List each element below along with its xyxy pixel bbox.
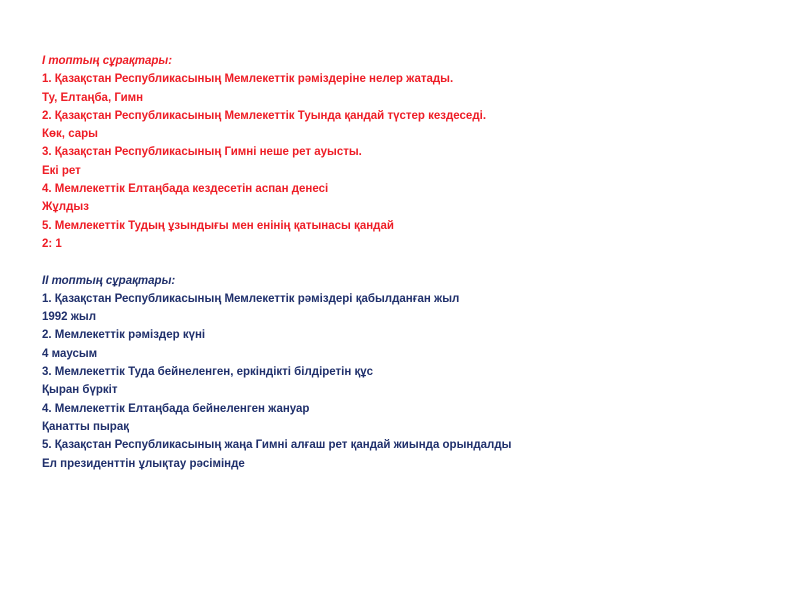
slide-content bbox=[42, 52, 762, 473]
group-2-question-2: 2. Мемлекеттік рәміздер күні bbox=[42, 329, 206, 342]
group-1-heading: I топтың сұрақтары: bbox=[42, 55, 173, 67]
group-2-question-5: 5. Қазақстан Республикасының жаңа Гимні алғаш рет қандай жиында орындалды bbox=[42, 439, 512, 452]
group-2-questions bbox=[42, 272, 762, 473]
group-1-question-1: 1. Қазақстан Республикасының Мемлекеттік рәміздеріне нелер жатады. bbox=[42, 73, 454, 86]
group-2-answer-4: Қанатты пырақ bbox=[42, 420, 129, 433]
group-1-question-5: 5. Мемлекеттік Тудың ұзындығы мен енінің қатынасы қандай bbox=[42, 219, 394, 232]
group-2-answer-5: Ел президенттін ұлықтау рәсімінде bbox=[42, 457, 245, 470]
group-2-answer-3: Қыран бүркіт bbox=[42, 384, 118, 397]
group-2-question-3: 3. Мемлекеттік Туда бейнеленген, еркіндікті білдіретін құс bbox=[42, 366, 374, 379]
group-2-answer-1: 1992 жыл bbox=[42, 311, 97, 324]
group-1-answer-5: 2: 1 bbox=[42, 237, 62, 250]
group-1-answer-1: Ту, Елтаңба, Гимн bbox=[42, 91, 144, 104]
section-spacer bbox=[42, 253, 762, 271]
group-2-question-1: 1. Қазақстан Республикасының Мемлекеттік рәміздері қабылданған жыл bbox=[42, 292, 460, 305]
group-1-questions bbox=[42, 52, 762, 253]
group-1-question-3: 3. Қазақстан Республикасының Гимні неше рет ауысты. bbox=[42, 146, 362, 159]
group-1-answer-3: Екі рет bbox=[42, 164, 81, 177]
group-2-question-4: 4. Мемлекеттік Елтаңбада бейнеленген жануар bbox=[42, 402, 310, 415]
group-1-answer-4: Жұлдыз bbox=[42, 201, 89, 214]
group-1-question-4: 4. Мемлекеттік Елтаңбада кездесетін аспан денесі bbox=[42, 183, 329, 196]
group-1-answer-2: Көк, сары bbox=[42, 128, 98, 141]
group-1-question-2: 2. Қазақстан Республикасының Мемлекеттік Туында қандай түстер кездеседі. bbox=[42, 109, 487, 122]
group-2-heading: II топтың сұрақтары: bbox=[42, 274, 176, 287]
group-2-answer-2: 4 маусым bbox=[42, 347, 98, 360]
